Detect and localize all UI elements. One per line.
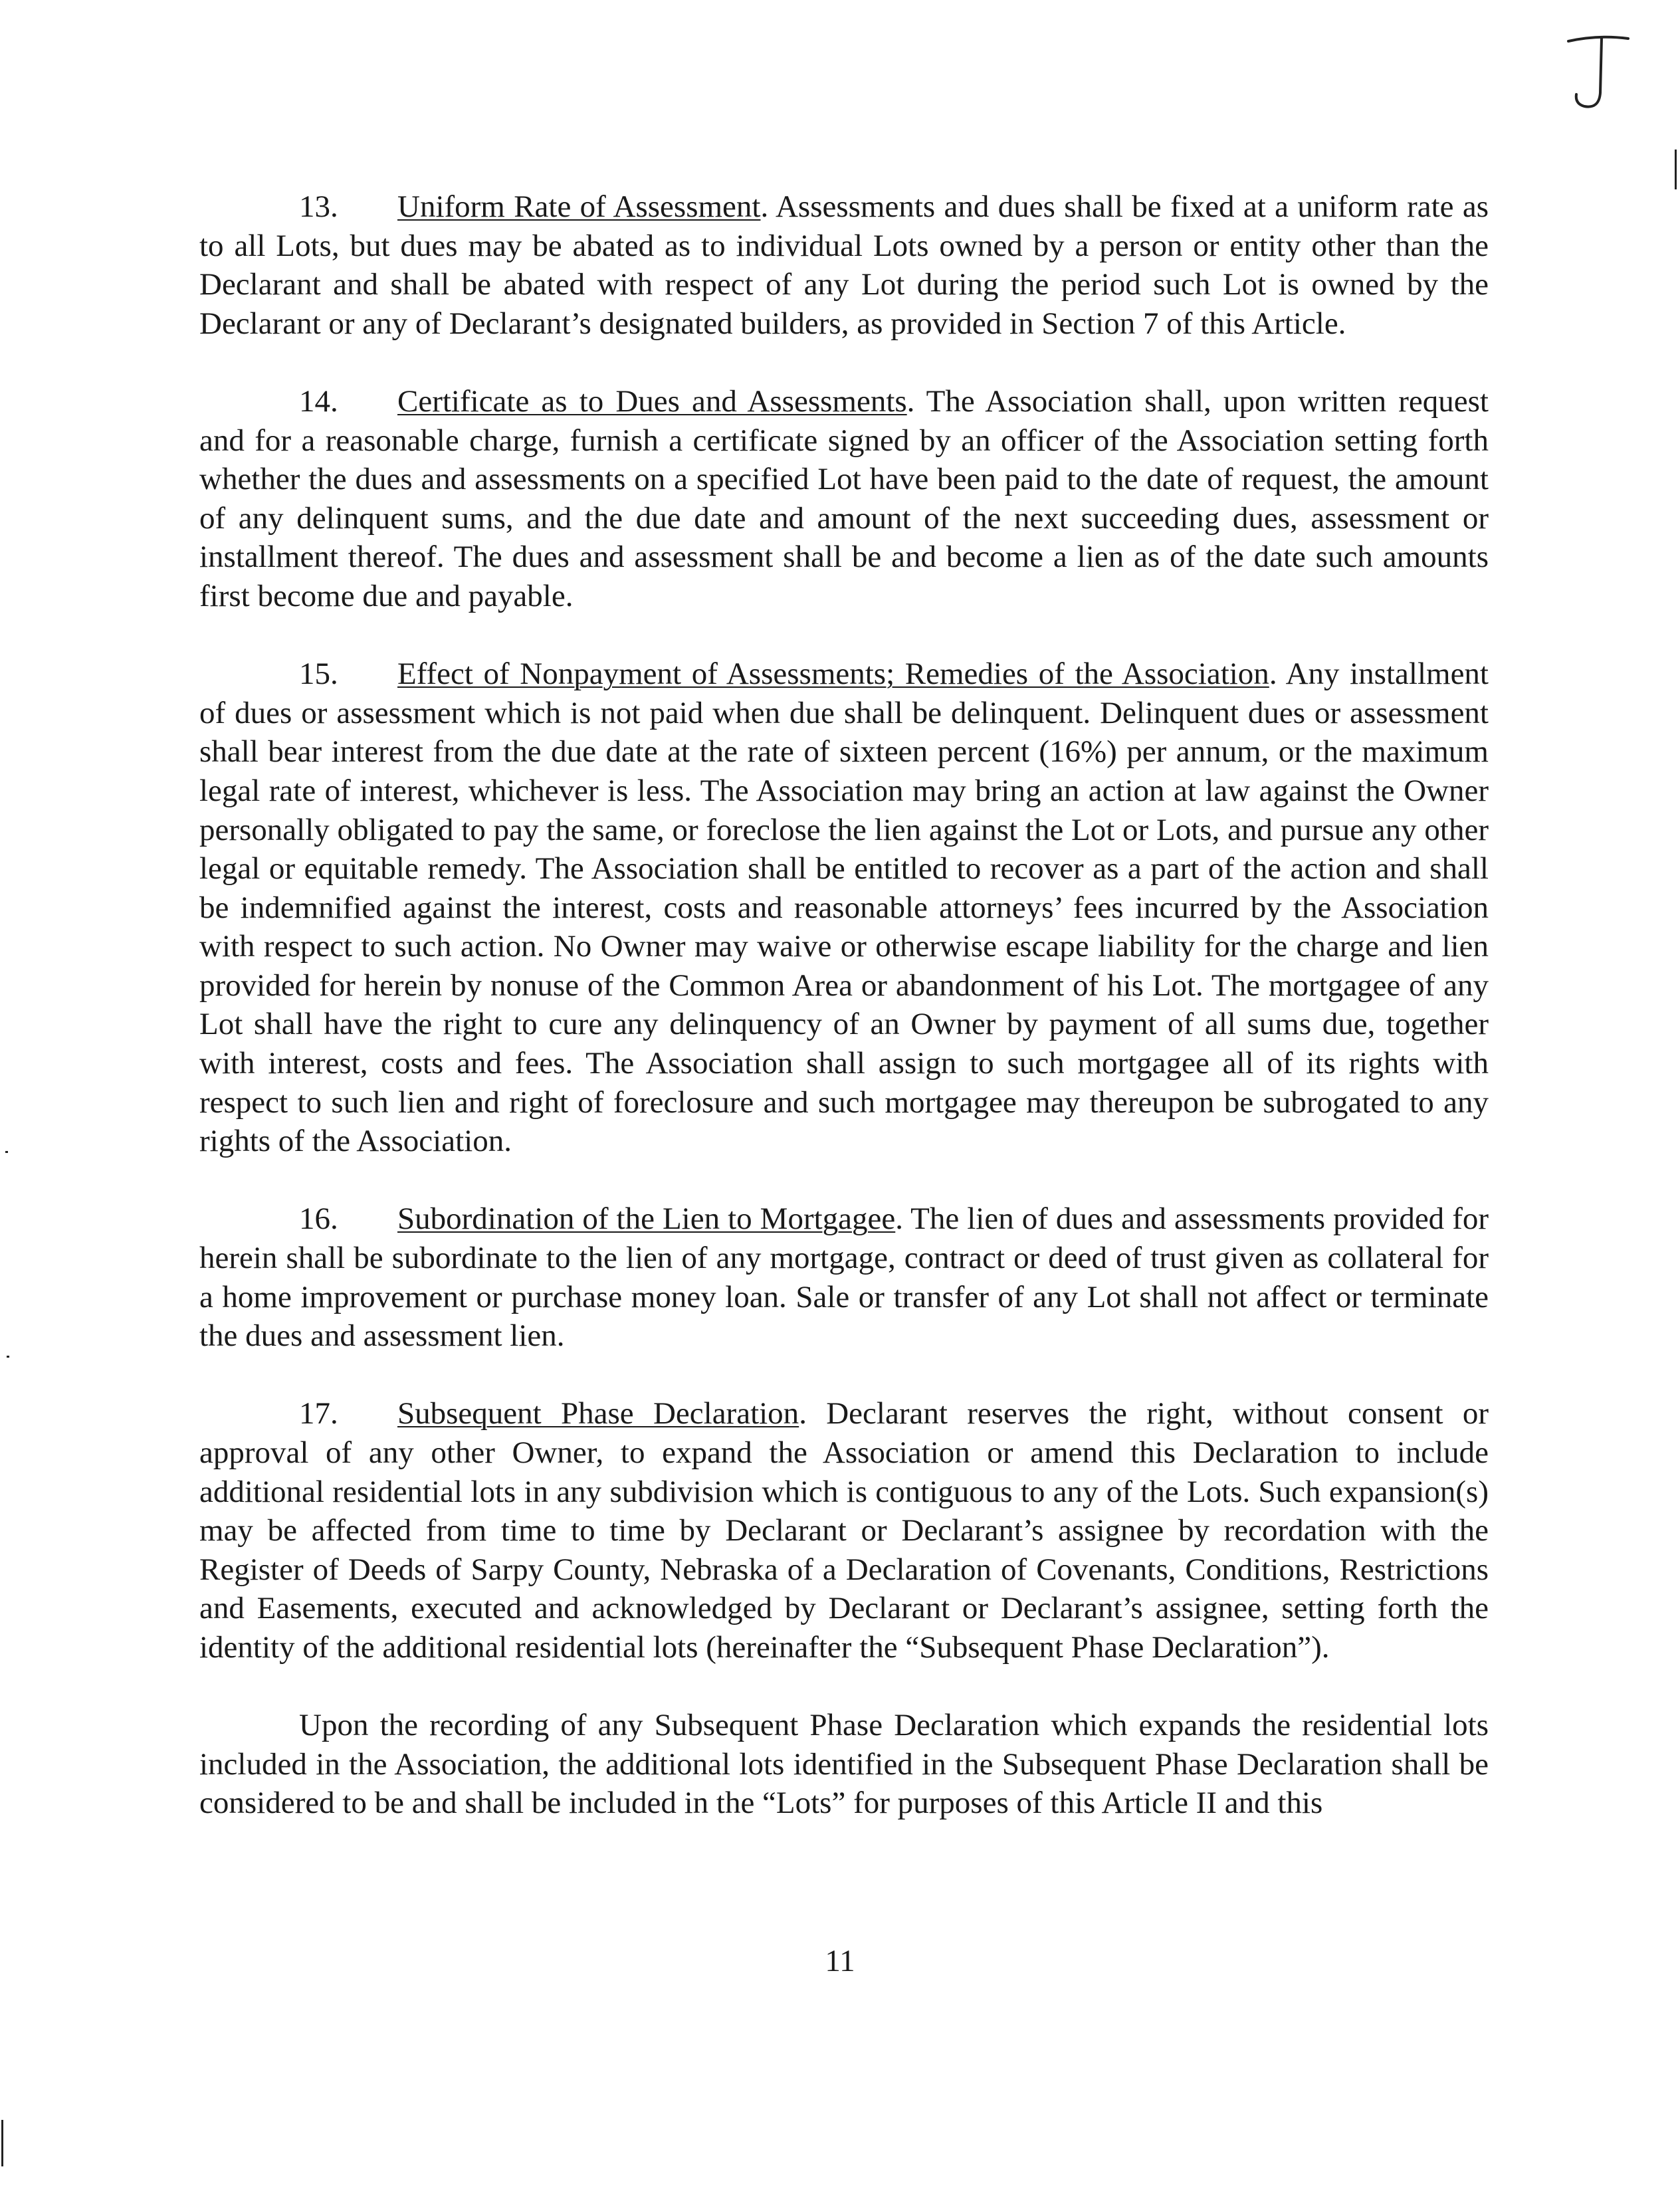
scan-speck bbox=[5, 1151, 8, 1153]
scan-speck bbox=[7, 1356, 9, 1358]
paragraph-17 bbox=[199, 1394, 1489, 1667]
section-body: . Declarant reserves the right, without consent or approval of any other Owner, to expand the Association or amend this Declaration to include additional residential lots in any subdivision which is contiguous to any of the Lots. Such expansion(s) may be affected from time to time by Declarant or Declarant’s assignee by recordation with the Register of Deeds of Sarpy County, Nebraska of a Declaration of Covenants, Conditions, Restrictions and Easements, executed and acknowledged by Declarant or Declarant’s assignee, setting forth the identity of the additional residential lots (hereinafter the “Subsequent Phase Declaration”). bbox=[199, 1396, 1489, 1665]
section-body: . The Association shall, upon written request and for a reasonable charge, furnish a certificate signed by an officer of the Association setting forth whether the dues and assessments on a specified Lot have been paid to the date of request, the amount of any delinquent sums, and the due date and amount of the next succeeding dues, assessment or installment thereof. The dues and assessment shall be and become a lien as of the date such amounts first become due and payable. bbox=[199, 383, 1489, 613]
section-heading: Uniform Rate of Assessment bbox=[397, 189, 761, 224]
section-number: 16. bbox=[299, 1201, 338, 1237]
paragraph-13 bbox=[199, 187, 1489, 343]
scan-edge-mark bbox=[1675, 150, 1677, 189]
section-heading: Effect of Nonpayment of Assessments; Remedies of the Association bbox=[397, 657, 1269, 692]
section-body: . The lien of dues and assessments provided for herein shall be subordinate to the lien of any mortgage, contract or deed of trust given as collateral for a home improvement or purchase money loan. Sale or transfer of any Lot shall not affect or terminate the dues and assessment lien. bbox=[199, 1201, 1489, 1354]
section-body: Upon the recording of any Subsequent Phase Declaration which expands the residential lots included in the Association, the additional lots identified in the Subsequent Phase Declaration shall be considered to be and shall be included in the “Lots” for purposes of this Article II and this bbox=[199, 1708, 1489, 1821]
document-body bbox=[199, 187, 1489, 1862]
section-heading: Subordination of the Lien to Mortgagee bbox=[397, 1201, 896, 1237]
section-number: 13. bbox=[299, 189, 338, 224]
paragraph-continuation bbox=[199, 1706, 1489, 1823]
section-number: 15. bbox=[299, 657, 338, 692]
section-heading: Certificate as to Dues and Assessments bbox=[397, 383, 907, 419]
section-body: . Any installment of dues or assessment which is not paid when due shall be delinquent. Delinquent dues or assessment shall bear interest from the due date at the rate of sixteen percent (16%) per annum, or the maximum legal rate of interest, whichever is less. The Association may bring an action at law against the Owner personally obligated to pay the same, or foreclose the lien against the Lot or Lots, and pursue any other legal or equitable remedy. The Association shall be entitled to recover as a part of the action and shall be indemnified against the interest, costs and reasonable attorneys’ fees incurred by the Association with respect to such action. No Owner may waive or otherwise escape liability for the charge and lien provided for herein by nonuse of the Common Area or abandonment of his Lot. The mortgagee of any Lot shall have the right to cure any delinquency of an Owner by payment of all sums due, together with interest, costs and fees. The Association shall assign to such mortgagee all of its rights with respect to such lien and right of foreclosure and such mortgagee may thereupon be subrogated to any rights of the Association. bbox=[199, 657, 1489, 1159]
section-number: 14. bbox=[299, 383, 338, 419]
section-body: . Assessments and dues shall be fixed at a uniform rate as to all Lots, but dues may be abated as to individual Lots owned by a person or entity other than the Declarant and shall be abated with respect of any Lot during the period such Lot is owned by the Declarant or any of Declarant’s designated builders, as provided in Section 7 of this Article. bbox=[199, 189, 1489, 341]
section-number: 17. bbox=[299, 1396, 338, 1431]
section-heading: Subsequent Phase Declaration bbox=[397, 1396, 799, 1431]
paragraph-16 bbox=[199, 1199, 1489, 1355]
scan-edge-mark bbox=[1, 2120, 3, 2166]
handwritten-j-mark bbox=[1562, 27, 1635, 113]
paragraph-14 bbox=[199, 382, 1489, 616]
paragraph-15 bbox=[199, 655, 1489, 1161]
page-number: 11 bbox=[825, 1944, 855, 1978]
